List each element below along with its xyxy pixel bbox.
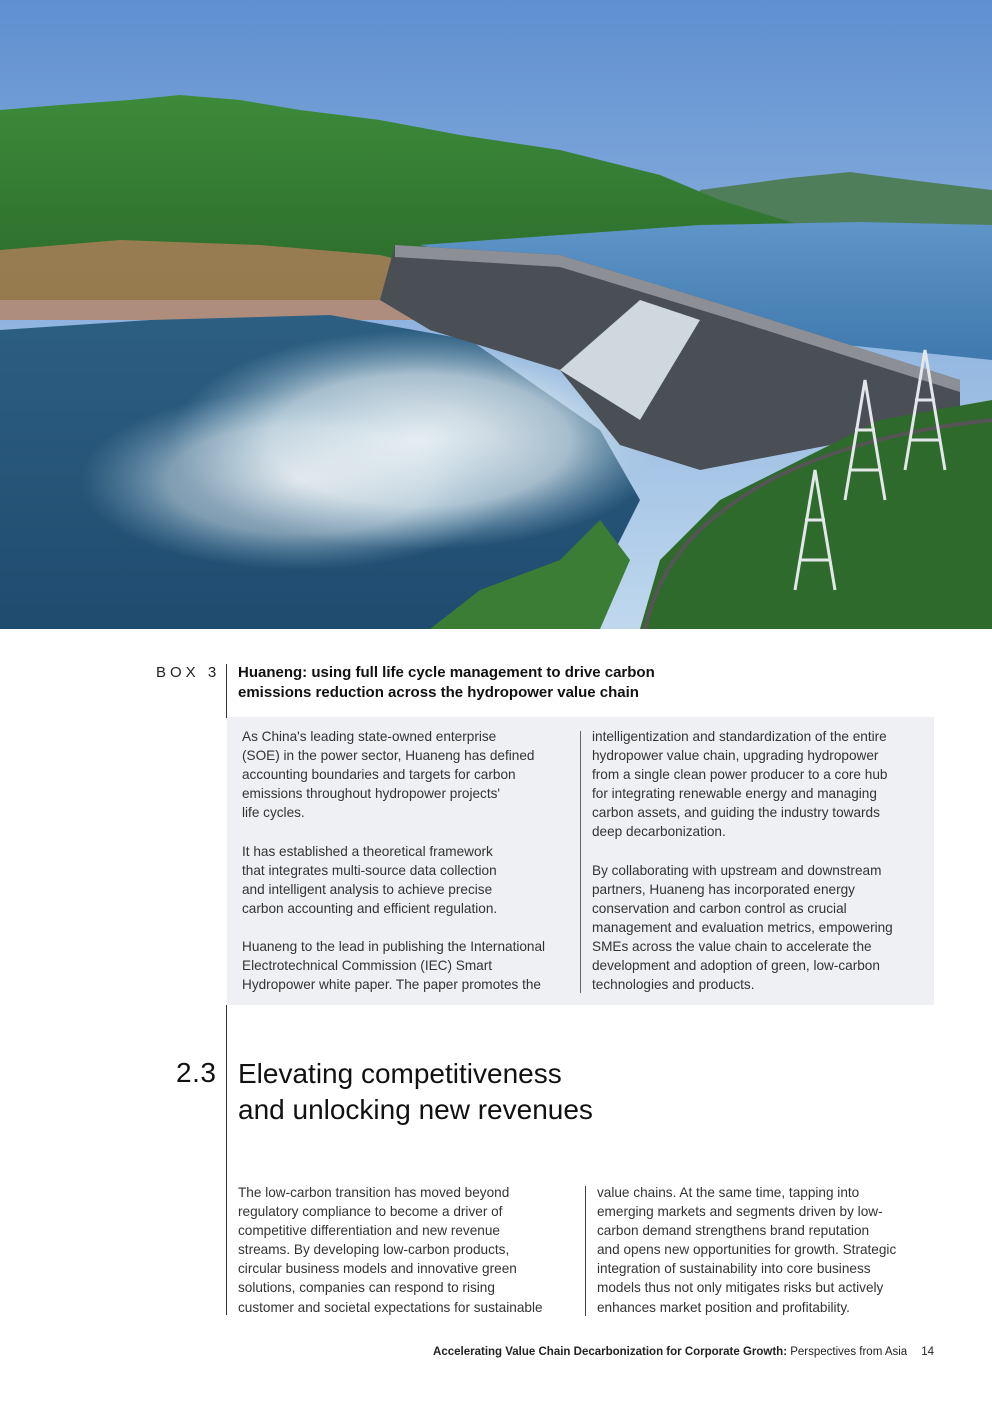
box-right-column [592,727,922,994]
text-line: from a single clean power producer to a core hub [592,767,888,783]
text-line: and intelligent analysis to achieve precise [242,881,493,897]
text-line: accounting boundaries and targets for carbon [242,767,516,783]
text-line: that integrates multi-source data collection [242,862,497,878]
page-footer [433,1346,934,1358]
text-line: (SOE) in the power sector, Huaneng has defined [242,748,535,764]
text-line: As China's leading state-owned enterprise [242,729,497,744]
section-column-divider [585,1186,586,1316]
text-line: development and adoption of green, low-carbon [592,958,880,974]
text-line: emissions throughout hydropower projects' [242,786,500,802]
paragraph [242,937,572,994]
footer-title-rest: Perspectives from Asia [787,1346,908,1358]
footer-title-bold: Accelerating Value Chain Decarbonization for Corporate Growth: [433,1346,788,1358]
text-line: deep decarbonization. [592,824,726,840]
section-title-line: Elevating competitiveness [238,1058,562,1089]
paragraph [592,861,922,995]
text-line: for integrating renewable energy and managing [592,786,877,802]
text-line: streams. By developing low-carbon products, [238,1242,510,1258]
text-line: value chains. At the same time, tapping into [597,1185,860,1200]
text-line: life cycles. [242,805,305,821]
section-title [238,1056,593,1128]
text-line: integration of sustainability into core business [597,1261,871,1277]
text-line: By collaborating with upstream and downstream [592,862,882,878]
paragraph [238,1183,578,1317]
text-line: hydropower value chain, upgrading hydropower [592,748,879,764]
section-left-column [238,1183,578,1317]
text-line: Huaneng to the lead in publishing the International [242,939,546,955]
box-vertical-rule [226,664,227,718]
paragraph [242,842,572,918]
paragraph [592,727,922,842]
text-line: technologies and products. [592,977,755,993]
box-title-line: Huaneng: using full life cycle management to drive carbon [238,664,655,681]
text-line: circular business models and innovative green [238,1261,517,1277]
box-column-divider [580,731,581,993]
text-line: conservation and carbon control as crucial [592,900,847,916]
text-line: Hydropower white paper. The paper promotes the [242,977,541,993]
text-line: partners, Huaneng has incorporated energy [592,881,855,897]
text-line: carbon assets, and guiding the industry towards [592,805,880,821]
text-line: and opens new opportunities for growth. Strategic [597,1242,897,1258]
text-line: It has established a theoretical framework [242,843,493,859]
text-line: carbon demand strengthens brand reputation [597,1223,870,1239]
text-line: enhances market position and profitability. [597,1299,850,1315]
text-line: carbon accounting and efficient regulation. [242,900,498,916]
hero-photo [0,0,992,629]
section-right-column [597,1183,937,1317]
text-line: The low-carbon transition has moved beyond [238,1185,510,1200]
paragraph [597,1183,937,1317]
text-line: management and evaluation metrics, empowering [592,919,893,935]
section-title-line: and unlocking new revenues [238,1094,593,1125]
text-line: regulatory compliance to become a driver of [238,1204,503,1220]
text-line: models thus not only mitigates risks but actively [597,1280,884,1296]
text-line: solutions, companies can respond to rising [238,1280,495,1296]
text-line: intelligentization and standardization of the entire [592,729,887,744]
text-line: SMEs across the value chain to accelerate the [592,939,872,955]
text-line: customer and societal expectations for sustainable [238,1299,543,1315]
box-label: BOX 3 [156,664,221,681]
paragraph [242,727,572,822]
section-number: 2.3 [176,1057,217,1088]
section-vertical-rule [226,1005,227,1315]
box-title [238,663,738,703]
page-number: 14 [921,1346,934,1358]
text-line: emerging markets and segments driven by low- [597,1204,883,1220]
box-title-line: emissions reduction across the hydropower value chain [238,684,639,701]
text-line: Electrotechnical Commission (IEC) Smart [242,958,493,974]
text-line: competitive differentiation and new revenue [238,1223,500,1239]
box-left-column [242,727,572,994]
